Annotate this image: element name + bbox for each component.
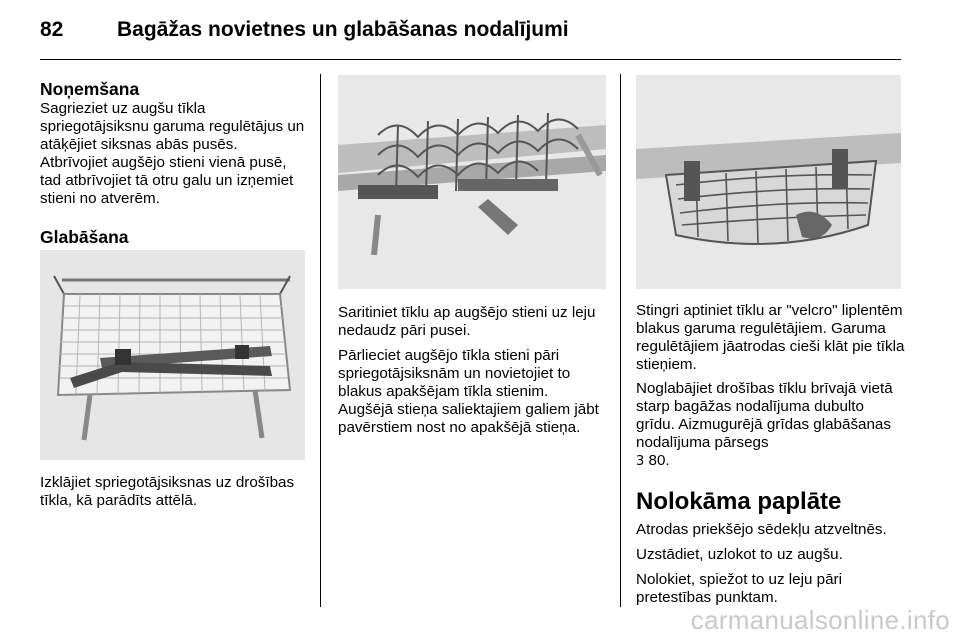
column-3 <box>636 302 906 607</box>
column3-para2 <box>636 380 906 471</box>
column-1 <box>40 66 305 248</box>
column-1-caption <box>40 474 305 510</box>
figure-net-straps <box>40 250 305 460</box>
heading-storage: Glabāšana <box>40 227 129 247</box>
page-number: 82 <box>40 18 64 41</box>
figure-net-velcro <box>636 75 901 289</box>
watermark: carmanualsonline.info <box>690 605 950 635</box>
page-header <box>40 18 900 58</box>
header-divider <box>40 59 901 60</box>
heading-removal: Noņemšana <box>40 79 140 99</box>
column-2 <box>338 304 606 437</box>
cover-para1: Atrodas priekšējo sēdekļu atzveltnēs. <box>636 521 887 538</box>
column2-para1: Saritiniet tīklu ap augšējo stieni uz leju nedaudz pāri pusei. <box>338 304 596 339</box>
column3-para1: Stingri aptiniet tīklu ar "velcro" liplentēm blakus garuma regulētājiem. Garuma regulētājiem jāatrodas cieši klāt pie tīkla stieņiem. <box>636 302 905 373</box>
removal-text: Sagrieziet uz augšu tīkla spriegotājsiksnu garuma regulētājus un atāķējiet siksnas abās pusēs. Atbrīvojiet augšējo stieni vienā pusē, tad atbrīvojiet tā otru galu un izņemiet stieni no atverēm. <box>40 100 305 207</box>
column-divider-1 <box>320 74 321 607</box>
column3-para2-text: Noglabājiet drošības tīklu brīvajā vietā starp bagāžas nodalījuma dubulto grīdu. Aizmugurējā grīdas glabāšanas nodalījuma pārsegs <box>636 380 893 451</box>
cover-para3: Nolokiet, spiežot to uz leju pāri pretestības punktam. <box>636 571 842 606</box>
column2-para2: Pārlieciet augšējo tīkla stieni pāri spriegotājsiksnām un novietojiet to blakus apakšējam tīkla stienim. Augšējā stieņa saliektajiem galiem jābt pavērstiem nost no apakšējā stieņa. <box>338 347 599 436</box>
figure-caption: Izklājiet spriegotājsiksnas uz drošības tīkla, kā parādīts attēlā. <box>40 474 295 509</box>
cover-para2: Uzstādiet, uzlokot to uz augšu. <box>636 546 843 563</box>
column-divider-2 <box>620 74 621 607</box>
page-title: Bagāžas novietnes un glabāšanas nodalījumi <box>117 18 569 41</box>
figure-net-rolled <box>338 75 606 289</box>
heading-folding-tray: Nolokāma paplāte <box>636 488 842 515</box>
page-ref-icon: 3 <box>636 454 645 469</box>
page-ref-link[interactable]: 80. <box>648 452 670 469</box>
